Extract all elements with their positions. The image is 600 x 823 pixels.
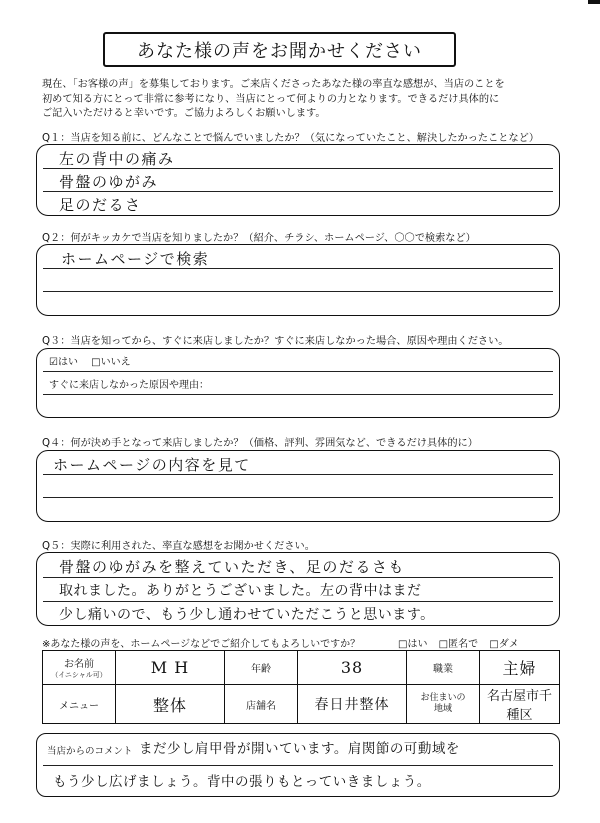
area-label-cell [407,685,480,724]
q1-answer-line: 左の背中の痛み [59,150,175,168]
page-title: あなた様の声をお聞かせください [103,32,456,67]
job-label: 職業 [407,651,480,685]
q2-label: Q２：何がキッカケで当店を知りましたか？（紹介、チラシ、ホームページ、〇〇で検索など） [42,233,476,244]
comment-line: まだ少し肩甲骨が開いています。肩関節の可動域を [139,741,460,757]
consent-question: ※あなた様の声を、ホームページなどでご紹介してもよろしいですか？ [42,639,361,650]
table-row [43,685,560,724]
q1-answer-line: 足のだるさ [59,196,142,214]
q3-reason-label: すぐに来店しなかった原因や理由： [49,380,209,391]
intro-line: 現在、「お客様の声」を募集しております。ご来店くださったあなた様の率直な感想が、当店のことを [42,79,505,90]
name-value[interactable]: M H [116,651,225,685]
q1-label: Q１：当店を知る前に、どんなことで悩んでいましたか？（気になっていたこと、解決したかったことなど） [42,133,540,144]
comment-line: もう少し広げましょう。背中の張りもとっていきましょう。 [53,774,431,790]
name-label: お名前 [64,659,94,670]
q2-answer-box[interactable] [36,244,560,316]
intro-line: ご記入いただけると幸いです。ご協力よろしくお願いします。 [42,108,326,119]
menu-label: メニュー [43,685,116,724]
menu-value[interactable]: 整体 [116,685,225,724]
q1-answer-line: 骨盤のゆがみ [59,173,159,191]
name-sub-label: （イニシャル可） [51,671,107,679]
q5-answer-line: 骨盤のゆがみを整えていただき、足のだるさも [59,558,405,576]
q3-yes-label: はい [57,357,78,368]
area-label-line: 地域 [433,704,452,714]
age-value[interactable]: 38 [298,651,407,685]
q5-answer-line: 少し痛いので、もう少し通わせていただこうと思います。 [59,607,435,623]
shop-value[interactable]: 春日井整体 [298,685,407,724]
q3-no-checkbox[interactable]: □ [91,357,101,368]
consent-options [398,635,519,650]
shop-label: 店舗名 [225,685,298,724]
intro-text [42,78,572,122]
q3-label: Q３：当店を知ってから、すぐに来店しましたか？すぐに来店しなかった場合、原因や理由ください。 [42,336,509,347]
area-value[interactable]: 名古屋市千種区 [480,685,560,724]
job-value[interactable]: 主婦 [480,651,560,685]
comment-label: 当店からのコメント [47,746,133,757]
q2-answer-line: ホームページで検索 [61,250,210,268]
q3-no-label: いいえ [100,357,131,368]
q4-answer-line: ホームページの内容を見て [53,456,251,474]
q4-label: Q４：何が決め手となって来店しましたか？（価格、評判、雰囲気など、できるだけ具体的に） [42,438,478,449]
consent-no-checkbox[interactable]: □ダメ [489,639,519,650]
q5-answer-box[interactable] [36,552,560,626]
q5-answer-line: 取れました。ありがとうございました。左の背中はまだ [59,583,422,599]
q4-answer-box[interactable] [36,450,560,522]
q3-options [49,353,131,368]
consent-anonymous-checkbox[interactable]: □匿名で [438,639,479,650]
q5-label: Q５：実際に利用された、率直な感想をお聞かせください。 [42,541,315,552]
table-row [43,651,560,685]
intro-line: 初めて知る方にとって非常に参考になり、当店にとって何よりの力となります。できるだけ具体的に [42,93,500,105]
q3-yes-checkbox[interactable]: ☑ [49,357,58,368]
comment-box [36,733,560,797]
q3-answer-box[interactable] [36,348,560,418]
consent-yes-checkbox[interactable]: □はい [398,639,428,650]
corner-mark [588,0,600,4]
area-label-line: お住まいの [420,693,466,703]
q1-answer-box[interactable] [36,144,560,216]
name-label-cell [43,651,116,685]
customer-info-table [42,650,560,724]
age-label: 年齢 [225,651,298,685]
